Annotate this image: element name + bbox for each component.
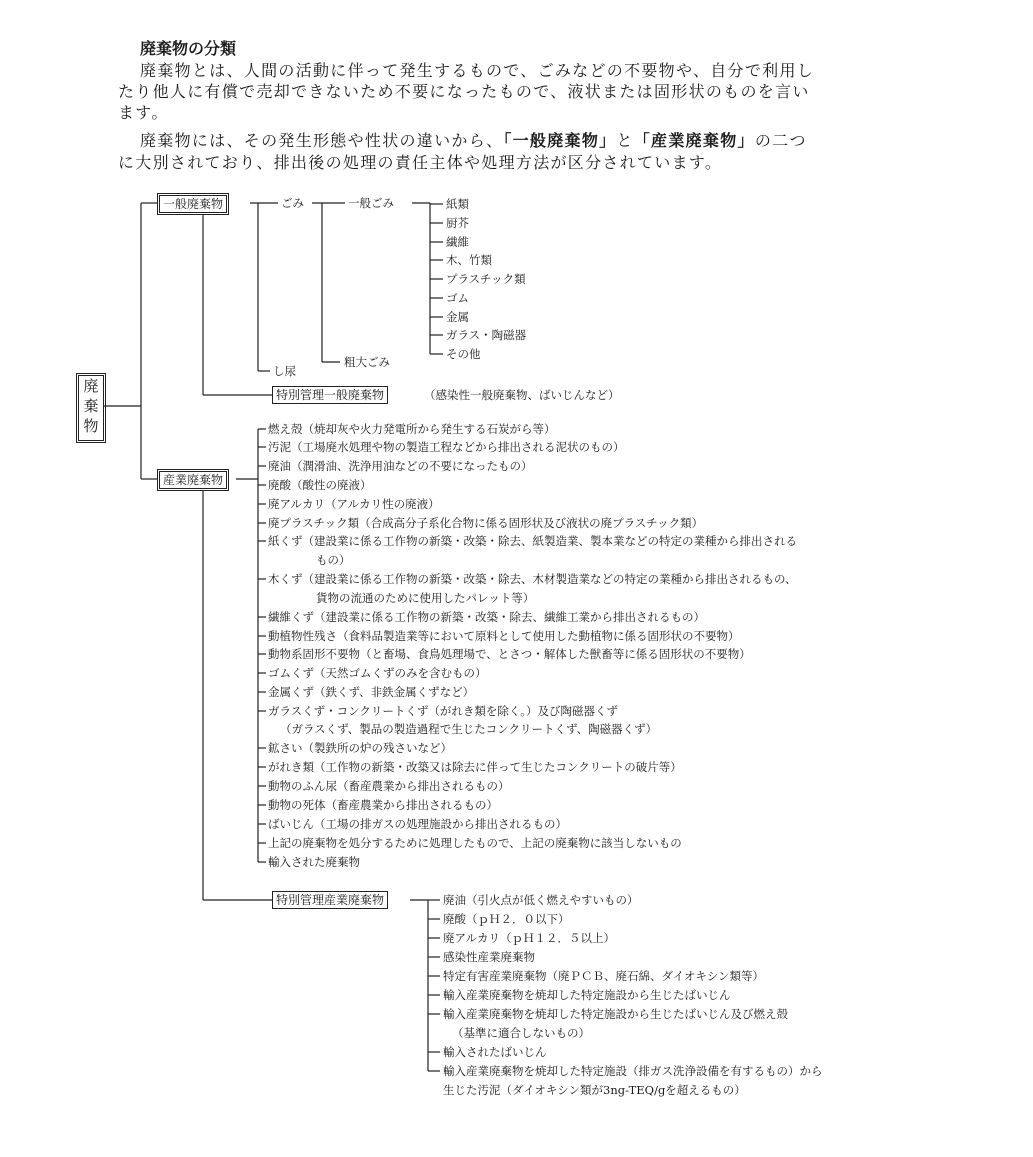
general-item: 厨芥 [446,216,469,230]
general-item: その他 [446,347,481,361]
industrial-item-cont: 貨物の流通のために使用したパレット等） [316,591,535,605]
industrial-item: 繊維くず（建設業に係る工作物の新築・改築・除去、繊維工業から排出されるもの） [268,610,705,624]
industrial-item: 燃え殻（焼却灰や火力発電所から発生する石炭がら等） [268,422,556,436]
root-box-haikibutsu: 廃 棄 物 [76,373,106,443]
intro-line-4: 廃棄物には、その発生形態や性状の違いから、「一般廃棄物」と「産業廃棄物」の二つ [140,131,807,150]
industrial-item: 金属くず（鉄くず、非鉄金属くずなど） [268,685,475,699]
industrial-item: 廃アルカリ（アルカリ性の廃液） [268,497,440,511]
gomi-label: ごみ [281,196,304,210]
industrial-item: 輸入された廃棄物 [268,855,360,869]
general-waste-box: 一般廃棄物 [157,193,229,215]
general-item: 金属 [446,310,469,324]
industrial-item: 動植物性残さ（食料品製造業等において原料として使用した動植物に係る固形状の不要物） [268,629,740,643]
industrial-item: 動物の死体（畜産農業から排出されるもの） [268,798,498,812]
industrial-item: 廃プラスチック類（合成高分子系化合物に係る固形状及び液状の廃プラスチック類） [268,516,704,530]
general-item: プラスチック類 [446,272,526,286]
special-industrial-item: 廃アルカリ（ｐＨ１２．５以上） [443,931,616,945]
special-industrial-item: 廃油（引火点が低く燃えやすいもの） [443,893,639,907]
general-item: 紙類 [446,197,469,211]
industrial-item-cont: もの） [316,553,351,567]
special-industrial-item: 輸入産業廃棄物を焼却した特定施設から生じたばいじん及び燃え殻 [443,1007,788,1021]
industrial-item: 動物系固形不要物（と畜場、食鳥処理場で、とさつ・解体した獣畜等に係る固形状の不要物） [268,647,751,661]
special-industrial-item: 輸入されたばいじん [443,1045,547,1059]
special-general-waste-box: 特別管理一般廃棄物 [272,386,388,404]
special-industrial-item: 感染性産業廃棄物 [443,950,535,964]
special-industrial-item: 輸入産業廃棄物を焼却した特定施設から生じたばいじん [443,988,731,1002]
industrial-item: ばいじん（工場の排ガスの処理施設から排出されるもの） [268,817,567,831]
industrial-item: 汚泥（工場廃水処理や物の製造工程などから排出される泥状のもの） [268,440,625,454]
special-industrial-item-cont: 生じた汚泥（ダイオキシン類が3ng-TEQ/gを超えるもの） [443,1083,746,1097]
intro-line-1: 廃棄物とは、人間の活動に伴って発生するもので、ごみなどの不要物や、自分で利用し [140,61,815,80]
special-industrial-item: 輸入産業廃棄物を焼却した特定施設（排ガス洗浄設備を有するもの）から [443,1064,823,1078]
industrial-item: ゴムくず（天然ゴムくずのみを含むもの） [268,666,487,680]
industrial-item: ガラスくず・コンクリートくず（がれき類を除く。）及び陶磁器くず [268,704,618,718]
industrial-item: 廃油（潤滑油、洗浄用油などの不要になったもの） [268,459,533,473]
general-item: 木、竹類 [446,253,492,267]
industrial-item: 廃酸（酸性の廃液） [268,478,372,492]
special-industrial-item: 特定有害産業廃棄物（廃ＰＣＢ、廃石綿、ダイオキシン類等） [443,969,765,983]
special-industrial-item: 廃酸（ｐＨ２．０以下） [443,912,570,926]
industrial-item: 紙くず（建設業に係る工作物の新築・改築・除去、紙製造業、製本業などの特定の業種から排出される [268,534,797,548]
industrial-item: 鉱さい（製鉄所の炉の残さいなど） [268,741,452,755]
sodai-gomi-label: 粗大ごみ [344,355,390,369]
ippan-gomi-label: 一般ごみ [348,196,394,210]
industrial-item: がれき類（工作物の新築・改築又は除去に伴って生じたコンクリートの破片等） [268,760,682,774]
general-item: 繊維 [446,235,469,249]
industrial-item-cont: （ガラスくず、製品の製造過程で生じたコンクリートくず、陶磁器くず） [280,722,658,736]
page-title: 廃棄物の分類 [140,39,237,58]
general-item: ゴム [446,291,469,305]
industrial-item: 動物のふん尿（畜産農業から排出されるもの） [268,779,510,793]
special-industrial-waste-box: 特別管理産業廃棄物 [272,891,388,909]
intro-line-2: たり他人に有償で売却できないため不要になったもので、液状または固形状のものを言い [118,82,810,101]
intro-line-5: に大別されており、排出後の処理の責任主体や処理方法が区分されています。 [118,153,723,172]
special-general-note: （感染性一般廃棄物、ばいじんなど） [424,388,620,402]
special-industrial-item-cont: （基準に適合しないもの） [452,1026,590,1040]
industrial-waste-box: 産業廃棄物 [157,469,229,491]
industrial-item: 上記の廃棄物を処分するために処理したもので、上記の廃棄物に該当しないもの [268,836,682,850]
general-item: ガラス・陶磁器 [446,328,527,342]
shinyo-label: し尿 [273,364,296,378]
intro-line-3: ます。 [118,103,169,122]
industrial-item: 木くず（建設業に係る工作物の新築・改築・除去、木材製造業などの特定の業種から排出されるもの、 [268,572,797,586]
